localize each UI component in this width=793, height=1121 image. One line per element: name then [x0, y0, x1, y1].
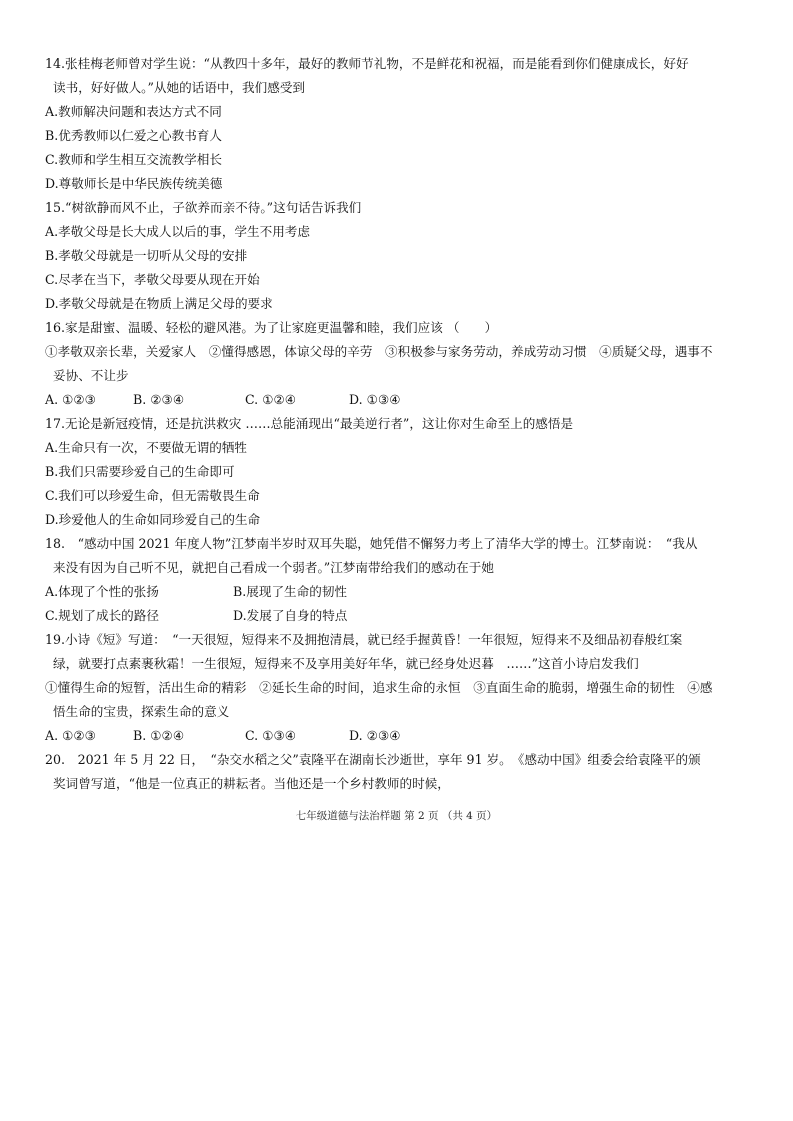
page-footer: 七年级道德与法治样题 第 2 页 （共 4 页） [295, 810, 498, 822]
option-d: D. ②③④ [349, 728, 401, 743]
option-c: C.教师和学生相互交流教学相长 [45, 152, 222, 167]
question-stem: 奖词曾写道，“他是一位真正的耕耘者。当他还是一个乡村教师的时候， [53, 776, 450, 791]
option-c: C.我们可以珍爱生命，但无需敬畏生命 [45, 488, 260, 503]
option-a: A.教师解决问题和表达方式不同 [45, 104, 222, 119]
option-row [45, 388, 757, 412]
question-18 [45, 532, 757, 628]
option-c: C. ①②④ [245, 392, 297, 407]
question-stem: 读书，好好做人。”从她的话语中，我们感受到 [53, 80, 306, 95]
question-stem: 16.家是甜蜜、温暖、轻松的避风港。为了让家庭更温馨和睦，我们应该 （ ） [45, 320, 498, 335]
question-14 [45, 52, 757, 196]
question-19 [45, 628, 757, 748]
option-b: B.展现了生命的韧性 [233, 584, 348, 599]
option-a: A.体现了个性的张扬 [45, 584, 159, 599]
exam-page [45, 52, 757, 796]
question-stem: 来没有因为自己听不见，就把自己看成一个弱者。”江梦南带给我们的感动在于她 [53, 560, 494, 575]
question-choices: ①懂得生命的短暂，活出生命的精彩 ②延长生命的时间，追求生命的永恒 ③直面生命的脆弱，增强生命的韧性 ④感 [45, 680, 713, 695]
option-b: B. ①②④ [133, 728, 185, 743]
question-stem: 18. “感动中国 2021 年度人物”江梦南半岁时双耳失聪，她凭借不懈努力考上了清华大学的博士。江梦南说： “我从 [45, 536, 698, 551]
question-stem: 17.无论是新冠疫情，还是抗洪救灾 ……总能涌现出“最美逆行者”，这让你对生命至上的感悟是 [45, 416, 574, 431]
option-a: A. ①②③ [45, 392, 96, 407]
question-17 [45, 412, 757, 532]
option-b: B.优秀教师以仁爱之心教书育人 [45, 128, 222, 143]
option-c: C.尽孝在当下，孝敬父母要从现在开始 [45, 272, 260, 287]
question-20 [45, 748, 757, 796]
option-d: D. ①③④ [349, 392, 401, 407]
option-a: A.孝敬父母是长大成人以后的事，学生不用考虑 [45, 224, 310, 239]
option-a: A.生命只有一次，不要做无谓的牺牲 [45, 440, 248, 455]
option-a: A. ①②③ [45, 728, 96, 743]
question-stem: 20. 2021 年 5 月 22 日， “杂交水稻之父”袁隆平在湖南长沙逝世，享年 91 岁。 《感动中国》组委会给袁隆平的颁 [45, 752, 701, 767]
option-d: D.尊敬师长是中华民族传统美德 [45, 176, 223, 191]
question-15 [45, 196, 757, 316]
option-row [45, 724, 757, 748]
option-row [45, 580, 757, 604]
question-choices: ①孝敬双亲长辈，关爱家人 ②懂得感恩，体谅父母的辛劳 ③积极参与家务劳动，养成劳动习惯 ④质疑父母，遇事不 [45, 344, 713, 359]
option-d: D.发展了自身的特点 [233, 608, 348, 623]
question-stem: 15.“树欲静而风不止，子欲养而亲不待。”这句话告诉我们 [45, 200, 362, 215]
option-b: B.孝敬父母就是一切听从父母的安排 [45, 248, 248, 263]
option-d: D.珍爱他人的生命如同珍爱自己的生命 [45, 512, 261, 527]
option-c: C. ①③④ [245, 728, 297, 743]
option-b: B. ②③④ [133, 392, 185, 407]
option-c: C.规划了成长的路径 [45, 608, 159, 623]
option-d: D.孝敬父母就是在物质上满足父母的要求 [45, 296, 273, 311]
question-stem: 14.张桂梅老师曾对学生说：“从教四十多年，最好的教师节礼物，不是鲜花和祝福，而是能看到你们健康成长，好好 [45, 56, 689, 71]
question-stem: 绿，就要打点素裹秋霜！一生很短，短得来不及享用美好年华，就已经身处迟暮 ……”这首小诗启发我们 [53, 656, 639, 671]
question-stem: 19.小诗《短》写道： “一天很短，短得来不及拥抱清晨，就已经手握黄昏！一年很短，短得来不及细品初春般红案 [45, 632, 683, 647]
option-b: B.我们只需要珍爱自己的生命即可 [45, 464, 235, 479]
question-choices: 妥协、不让步 [53, 368, 129, 383]
option-row [45, 604, 757, 628]
question-16 [45, 316, 757, 412]
question-choices: 悟生命的宝贵，探索生命的意义 [53, 704, 230, 719]
